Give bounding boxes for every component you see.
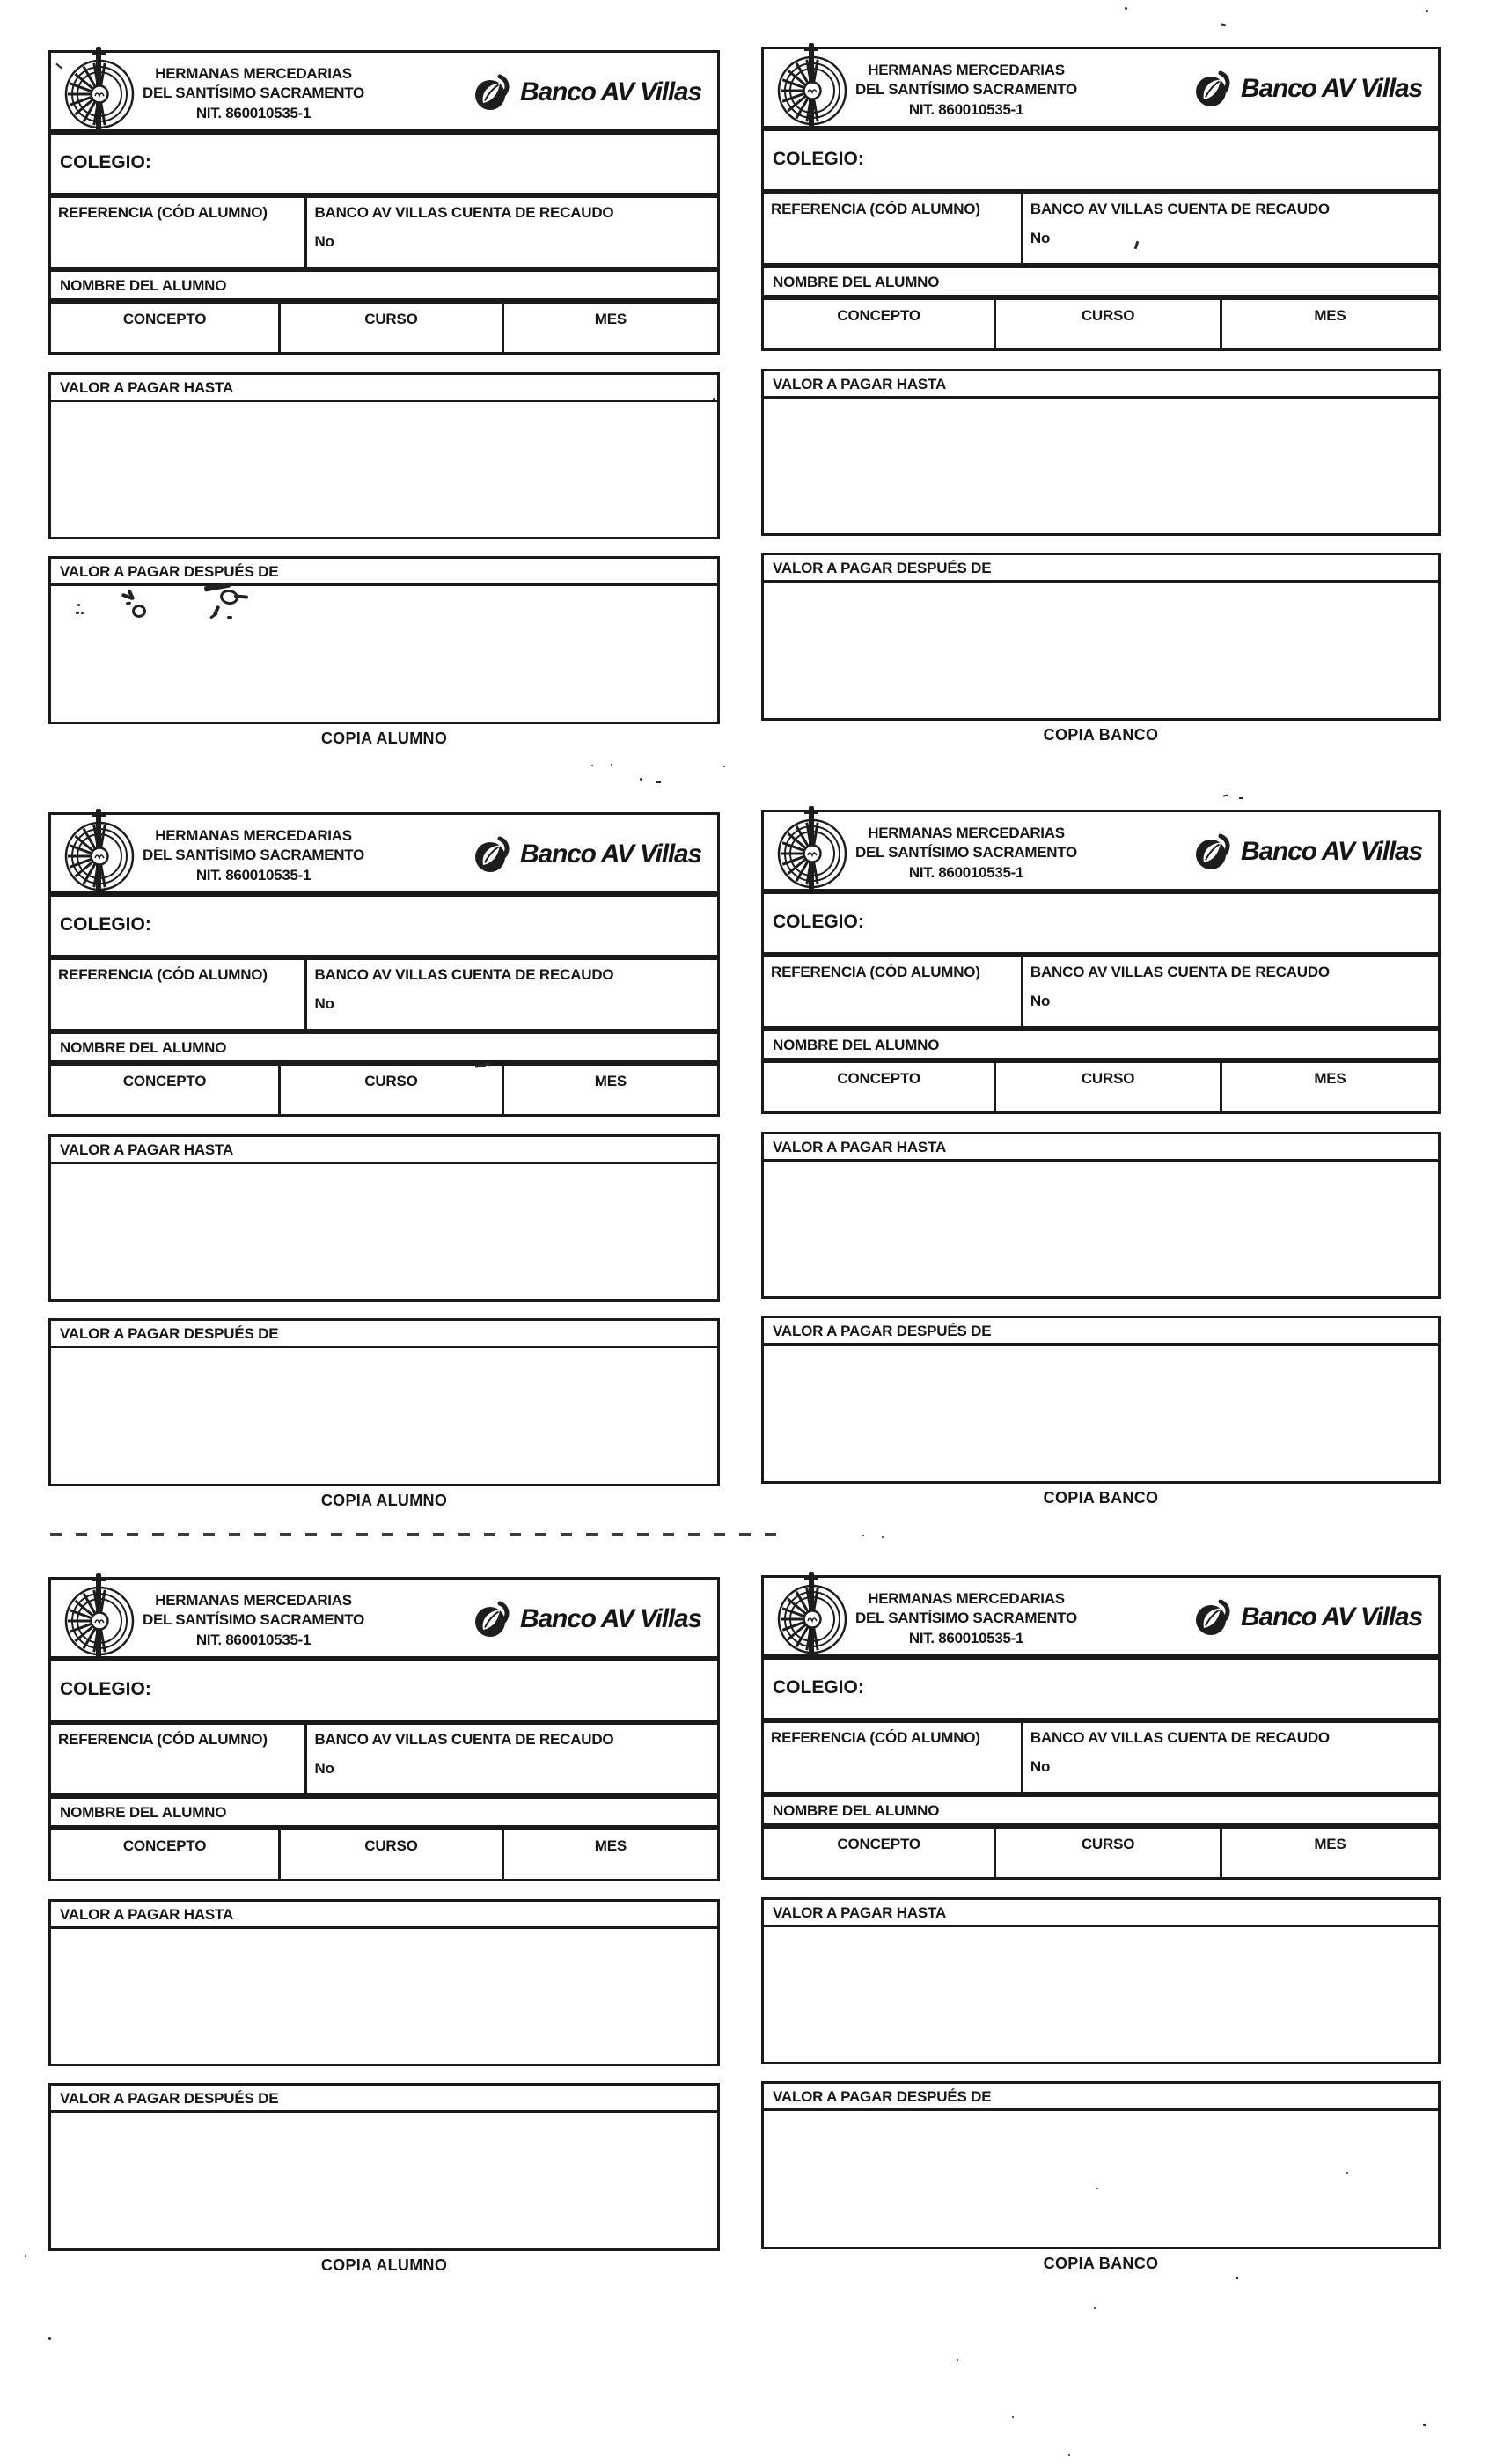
- cuenta-recaudo-field: [307, 960, 717, 1029]
- curso-label: CURSO: [1081, 1836, 1135, 1852]
- slip-header: [761, 810, 1441, 891]
- school-name-block: [139, 826, 368, 885]
- payment-slip: [48, 1577, 720, 2274]
- valor-despues-label-row: [764, 1318, 1438, 1346]
- cut-dashed-line: [50, 1533, 788, 1536]
- referencia-field: [764, 194, 1023, 263]
- bank-name: Banco AV Villas: [1241, 1602, 1422, 1632]
- referencia-field: [51, 198, 307, 267]
- valor-hasta-label: VALOR A PAGAR HASTA: [773, 376, 947, 392]
- referencia-field: [51, 1725, 307, 1793]
- concepto-field: [764, 1063, 996, 1111]
- cuenta-recaudo-label: BANCO AV VILLAS CUENTA DE RECAUDO: [1030, 1729, 1330, 1746]
- slip-header: [761, 47, 1441, 128]
- valor-despues-label: VALOR A PAGAR DESPUÉS DE: [773, 560, 992, 576]
- referencia-field: [51, 960, 307, 1029]
- school-name-line2: DEL SANTÍSIMO SACRAMENTO: [855, 81, 1077, 99]
- concepto-curso-mes-row: [48, 1063, 720, 1117]
- school-name-line2: DEL SANTÍSIMO SACRAMENTO: [143, 1611, 364, 1629]
- bank-leaf-icon: [1193, 832, 1234, 872]
- curso-label: CURSO: [1081, 1070, 1135, 1087]
- referencia-field: [764, 957, 1023, 1026]
- nombre-alumno-field: [761, 1029, 1441, 1060]
- colegio-field: [761, 1657, 1441, 1720]
- valor-despues-amount-area: [51, 1348, 717, 1511]
- school-name-line1: HERMANAS MERCEDARIAS: [155, 1592, 352, 1609]
- bank-leaf-icon: [473, 1599, 513, 1639]
- mes-label: MES: [594, 1837, 627, 1854]
- colegio-field: [48, 894, 720, 957]
- mes-label: MES: [1314, 1836, 1346, 1852]
- valor-hasta-amount-area: [51, 1929, 717, 2091]
- numero-label: No: [1030, 1758, 1051, 1775]
- scan-speck: [1125, 7, 1127, 10]
- concepto-field: [51, 304, 281, 352]
- colegio-field: [761, 128, 1441, 192]
- valor-despues-box: [48, 556, 720, 724]
- slip-header: [48, 50, 720, 132]
- valor-despues-box: [761, 1316, 1441, 1484]
- cuenta-recaudo-label: BANCO AV VILLAS CUENTA DE RECAUDO: [314, 1731, 614, 1748]
- colegio-label: COLEGIO:: [773, 1677, 864, 1698]
- numero-label: No: [1030, 993, 1051, 1009]
- referencia-label: REFERENCIA (CÓD ALUMNO): [58, 966, 268, 983]
- numero-label: No: [314, 1760, 334, 1777]
- valor-hasta-label-row: [51, 1137, 717, 1164]
- referencia-row: [48, 957, 720, 1031]
- curso-label: CURSO: [364, 311, 418, 327]
- scan-speck: [1096, 2188, 1098, 2189]
- valor-despues-box: [761, 2081, 1441, 2249]
- scan-speck: [485, 1063, 490, 1067]
- valor-despues-label-row: [764, 2084, 1438, 2111]
- referencia-row: [48, 195, 720, 269]
- curso-label: CURSO: [364, 1073, 418, 1089]
- valor-hasta-box: [761, 1897, 1441, 2064]
- scan-speck: [1346, 2172, 1348, 2174]
- school-nit: NIT. 860010535-1: [195, 104, 312, 121]
- scan-speck: [862, 1535, 864, 1536]
- colegio-field: [48, 132, 720, 195]
- valor-hasta-box: [761, 369, 1441, 536]
- valor-hasta-label: VALOR A PAGAR HASTA: [773, 1139, 947, 1155]
- scan-speck: [1423, 2424, 1426, 2427]
- valor-hasta-box: [48, 372, 720, 539]
- nombre-alumno-field: [48, 269, 720, 301]
- payment-slip: [761, 47, 1441, 744]
- payment-slip: [761, 810, 1441, 1507]
- concepto-field: [764, 1829, 996, 1877]
- referencia-label: REFERENCIA (CÓD ALUMNO): [771, 1729, 980, 1746]
- copy-type-label: COPIA ALUMNO: [320, 730, 448, 747]
- concepto-field: [51, 1830, 281, 1879]
- copy-type-label: COPIA BANCO: [1043, 726, 1159, 744]
- numero-label: No: [314, 233, 334, 250]
- valor-despues-amount-area: [764, 1346, 1438, 1508]
- valor-hasta-amount-area: [764, 399, 1438, 561]
- cuenta-recaudo-label: BANCO AV VILLAS CUENTA DE RECAUDO: [314, 966, 614, 983]
- colegio-field: [761, 891, 1441, 955]
- concepto-label: CONCEPTO: [122, 1837, 207, 1854]
- numero-label: No: [1030, 230, 1051, 246]
- scan-speck: [723, 766, 725, 767]
- bank-logo: [1193, 69, 1422, 109]
- curso-field: [281, 1830, 504, 1879]
- valor-despues-label: VALOR A PAGAR DESPUÉS DE: [773, 2088, 992, 2105]
- valor-despues-amount-area: [764, 583, 1438, 745]
- school-nit: NIT. 860010535-1: [908, 100, 1024, 118]
- school-emblem-icon: [62, 807, 137, 907]
- school-name-block: [852, 61, 1081, 120]
- valor-despues-label-row: [764, 555, 1438, 583]
- referencia-label: REFERENCIA (CÓD ALUMNO): [771, 201, 980, 217]
- referencia-row: [761, 955, 1441, 1029]
- school-emblem-icon: [774, 41, 850, 142]
- mes-field: [504, 1830, 717, 1879]
- referencia-row: [48, 1722, 720, 1796]
- school-name-block: [139, 1591, 368, 1650]
- school-name-line1: HERMANAS MERCEDARIAS: [868, 825, 1065, 841]
- concepto-label: CONCEPTO: [837, 1836, 920, 1852]
- nombre-alumno-label: NOMBRE DEL ALUMNO: [60, 277, 227, 294]
- valor-hasta-label: VALOR A PAGAR HASTA: [60, 1141, 234, 1158]
- bank-logo: [1193, 832, 1422, 872]
- valor-despues-box: [48, 2083, 720, 2251]
- scan-speck: [1068, 2454, 1070, 2456]
- colegio-label: COLEGIO:: [773, 912, 864, 932]
- bank-name: Banco AV Villas: [1241, 837, 1422, 866]
- valor-despues-box: [48, 1318, 720, 1486]
- cuenta-recaudo-field: [307, 198, 717, 267]
- scan-speck: [656, 781, 661, 783]
- school-emblem-icon: [774, 804, 850, 905]
- slip-header: [48, 1577, 720, 1659]
- school-emblem-icon: [774, 1570, 850, 1670]
- ink-smudge-mark: [132, 605, 146, 618]
- colegio-label: COLEGIO:: [60, 1679, 151, 1699]
- school-name-line1: HERMANAS MERCEDARIAS: [155, 827, 352, 844]
- valor-despues-label-row: [51, 1321, 717, 1348]
- bank-name: Banco AV Villas: [520, 1604, 701, 1633]
- concepto-label: CONCEPTO: [837, 1070, 920, 1087]
- ink-smudge-mark: [81, 612, 84, 614]
- curso-field: [996, 1829, 1222, 1877]
- bank-name: Banco AV Villas: [1241, 74, 1422, 103]
- cuenta-recaudo-field: [307, 1725, 717, 1793]
- valor-hasta-label-row: [51, 375, 717, 402]
- bank-logo: [1193, 1597, 1422, 1638]
- concepto-curso-mes-row: [48, 1828, 720, 1881]
- cuenta-recaudo-label: BANCO AV VILLAS CUENTA DE RECAUDO: [1030, 964, 1330, 980]
- bank-logo: [473, 1599, 701, 1639]
- scan-speck: [1012, 2416, 1014, 2418]
- payment-slip: [48, 50, 720, 747]
- concepto-curso-mes-row: [761, 297, 1441, 351]
- school-emblem-icon: [62, 45, 137, 145]
- referencia-row: [761, 192, 1441, 266]
- scan-speck: [1239, 797, 1243, 799]
- valor-hasta-label: VALOR A PAGAR HASTA: [60, 1906, 234, 1923]
- concepto-curso-mes-row: [48, 301, 720, 355]
- valor-despues-amount-area: [51, 2113, 717, 2276]
- school-name-block: [139, 64, 368, 123]
- bank-name: Banco AV Villas: [520, 77, 701, 106]
- school-nit: NIT. 860010535-1: [908, 863, 1024, 881]
- scan-speck: [48, 2337, 51, 2340]
- mes-label: MES: [594, 1073, 627, 1089]
- curso-field: [996, 1063, 1222, 1111]
- copy-type-label: COPIA ALUMNO: [320, 2256, 448, 2274]
- bank-logo: [473, 834, 701, 875]
- numero-label: No: [314, 995, 334, 1012]
- cuenta-recaudo-label: BANCO AV VILLAS CUENTA DE RECAUDO: [1030, 201, 1330, 217]
- bank-leaf-icon: [473, 834, 513, 875]
- school-name-line1: HERMANAS MERCEDARIAS: [868, 1590, 1065, 1607]
- curso-field: [996, 300, 1222, 348]
- valor-hasta-label-row: [764, 371, 1438, 399]
- valor-despues-label-row: [51, 559, 717, 586]
- nombre-alumno-field: [761, 266, 1441, 297]
- bank-leaf-icon: [1193, 1597, 1234, 1638]
- ink-smudge-mark: [76, 612, 79, 614]
- scan-speck: [957, 2359, 958, 2361]
- valor-despues-label: VALOR A PAGAR DESPUÉS DE: [60, 563, 279, 580]
- referencia-label: REFERENCIA (CÓD ALUMNO): [58, 204, 268, 221]
- colegio-field: [48, 1659, 720, 1722]
- valor-despues-label: VALOR A PAGAR DESPUÉS DE: [773, 1323, 992, 1339]
- scan-speck: [882, 1536, 884, 1538]
- school-nit: NIT. 860010535-1: [195, 866, 312, 884]
- nombre-alumno-label: NOMBRE DEL ALUMNO: [773, 1802, 940, 1819]
- nombre-alumno-field: [48, 1796, 720, 1828]
- concepto-curso-mes-row: [761, 1060, 1441, 1114]
- scan-speck: [713, 398, 715, 400]
- school-nit: NIT. 860010535-1: [195, 1631, 312, 1648]
- concepto-label: CONCEPTO: [122, 1073, 207, 1089]
- mes-label: MES: [1314, 1070, 1346, 1087]
- curso-field: [281, 1066, 504, 1114]
- mes-label: MES: [1314, 307, 1346, 324]
- copy-type-label: COPIA ALUMNO: [320, 1492, 448, 1509]
- school-nit: NIT. 860010535-1: [908, 1629, 1024, 1646]
- referencia-row: [761, 1720, 1441, 1794]
- concepto-curso-mes-row: [761, 1826, 1441, 1880]
- school-name-block: [852, 1589, 1081, 1648]
- school-name-line2: DEL SANTÍSIMO SACRAMENTO: [855, 844, 1077, 862]
- scan-speck: [591, 765, 593, 766]
- valor-hasta-box: [761, 1132, 1441, 1299]
- valor-despues-amount-area: [51, 586, 717, 749]
- nombre-alumno-field: [48, 1031, 720, 1063]
- scan-speck: [1236, 2277, 1238, 2279]
- bank-leaf-icon: [473, 72, 513, 113]
- scan-speck: [611, 764, 612, 766]
- mes-field: [504, 304, 717, 352]
- cuenta-recaudo-field: [1023, 957, 1438, 1026]
- referencia-label: REFERENCIA (CÓD ALUMNO): [58, 1731, 268, 1748]
- copy-type-label: COPIA BANCO: [1043, 2255, 1159, 2272]
- copy-type-label: COPIA BANCO: [1043, 1489, 1159, 1507]
- cuenta-recaudo-label: BANCO AV VILLAS CUENTA DE RECAUDO: [314, 204, 614, 221]
- valor-hasta-label: VALOR A PAGAR HASTA: [60, 379, 234, 396]
- colegio-label: COLEGIO:: [60, 152, 151, 172]
- nombre-alumno-label: NOMBRE DEL ALUMNO: [773, 274, 940, 290]
- referencia-field: [764, 1723, 1023, 1792]
- valor-despues-box: [761, 553, 1441, 721]
- valor-hasta-label-row: [764, 1900, 1438, 1927]
- payment-slip: [761, 1575, 1441, 2272]
- ink-smudge-mark: [227, 616, 232, 619]
- concepto-field: [764, 300, 996, 348]
- valor-hasta-amount-area: [51, 1164, 717, 1326]
- mes-field: [504, 1066, 717, 1114]
- bank-name: Banco AV Villas: [520, 840, 701, 869]
- payment-slip: [48, 812, 720, 1509]
- scan-speck: [1094, 2307, 1096, 2309]
- mes-field: [1222, 1063, 1438, 1111]
- mes-field: [1222, 1829, 1438, 1877]
- valor-hasta-amount-area: [764, 1162, 1438, 1324]
- colegio-label: COLEGIO:: [773, 149, 864, 169]
- valor-hasta-amount-area: [764, 1927, 1438, 2089]
- curso-label: CURSO: [1081, 307, 1135, 324]
- school-name-line1: HERMANAS MERCEDARIAS: [868, 62, 1065, 78]
- scan-speck: [25, 2255, 26, 2257]
- school-name-line2: DEL SANTÍSIMO SACRAMENTO: [855, 1610, 1077, 1627]
- valor-despues-label: VALOR A PAGAR DESPUÉS DE: [60, 2090, 279, 2107]
- valor-hasta-box: [48, 1899, 720, 2066]
- concepto-label: CONCEPTO: [122, 311, 207, 327]
- scan-speck: [1221, 23, 1226, 26]
- cuenta-recaudo-field: [1023, 1723, 1438, 1792]
- cuenta-recaudo-field: [1023, 194, 1438, 263]
- slip-header: [48, 812, 720, 894]
- nombre-alumno-label: NOMBRE DEL ALUMNO: [773, 1037, 940, 1053]
- nombre-alumno-label: NOMBRE DEL ALUMNO: [60, 1039, 227, 1056]
- colegio-label: COLEGIO:: [60, 914, 151, 935]
- school-name-line1: HERMANAS MERCEDARIAS: [155, 65, 352, 82]
- school-emblem-icon: [62, 1572, 137, 1672]
- valor-despues-label: VALOR A PAGAR DESPUÉS DE: [60, 1325, 279, 1342]
- ink-smudge-mark: [77, 604, 80, 606]
- bank-leaf-icon: [1193, 69, 1234, 109]
- curso-field: [281, 304, 504, 352]
- valor-hasta-label-row: [51, 1902, 717, 1929]
- concepto-field: [51, 1066, 281, 1114]
- slip-header: [761, 1575, 1441, 1657]
- valor-despues-label-row: [51, 2086, 717, 2113]
- school-name-line2: DEL SANTÍSIMO SACRAMENTO: [143, 847, 364, 864]
- mes-field: [1222, 300, 1438, 348]
- curso-label: CURSO: [364, 1837, 418, 1854]
- nombre-alumno-label: NOMBRE DEL ALUMNO: [60, 1804, 227, 1821]
- scan-speck: [1223, 794, 1228, 796]
- valor-hasta-box: [48, 1134, 720, 1302]
- school-name-line2: DEL SANTÍSIMO SACRAMENTO: [143, 84, 364, 102]
- school-name-block: [852, 824, 1081, 883]
- mes-label: MES: [594, 311, 627, 327]
- scan-speck: [640, 778, 642, 781]
- valor-hasta-amount-area: [51, 402, 717, 564]
- valor-despues-amount-area: [764, 2111, 1438, 2274]
- bank-logo: [473, 72, 701, 113]
- nombre-alumno-field: [761, 1794, 1441, 1826]
- referencia-label: REFERENCIA (CÓD ALUMNO): [771, 964, 980, 980]
- valor-hasta-label-row: [764, 1134, 1438, 1162]
- valor-hasta-label: VALOR A PAGAR HASTA: [773, 1904, 947, 1921]
- concepto-label: CONCEPTO: [837, 307, 920, 324]
- scan-speck: [1426, 10, 1428, 12]
